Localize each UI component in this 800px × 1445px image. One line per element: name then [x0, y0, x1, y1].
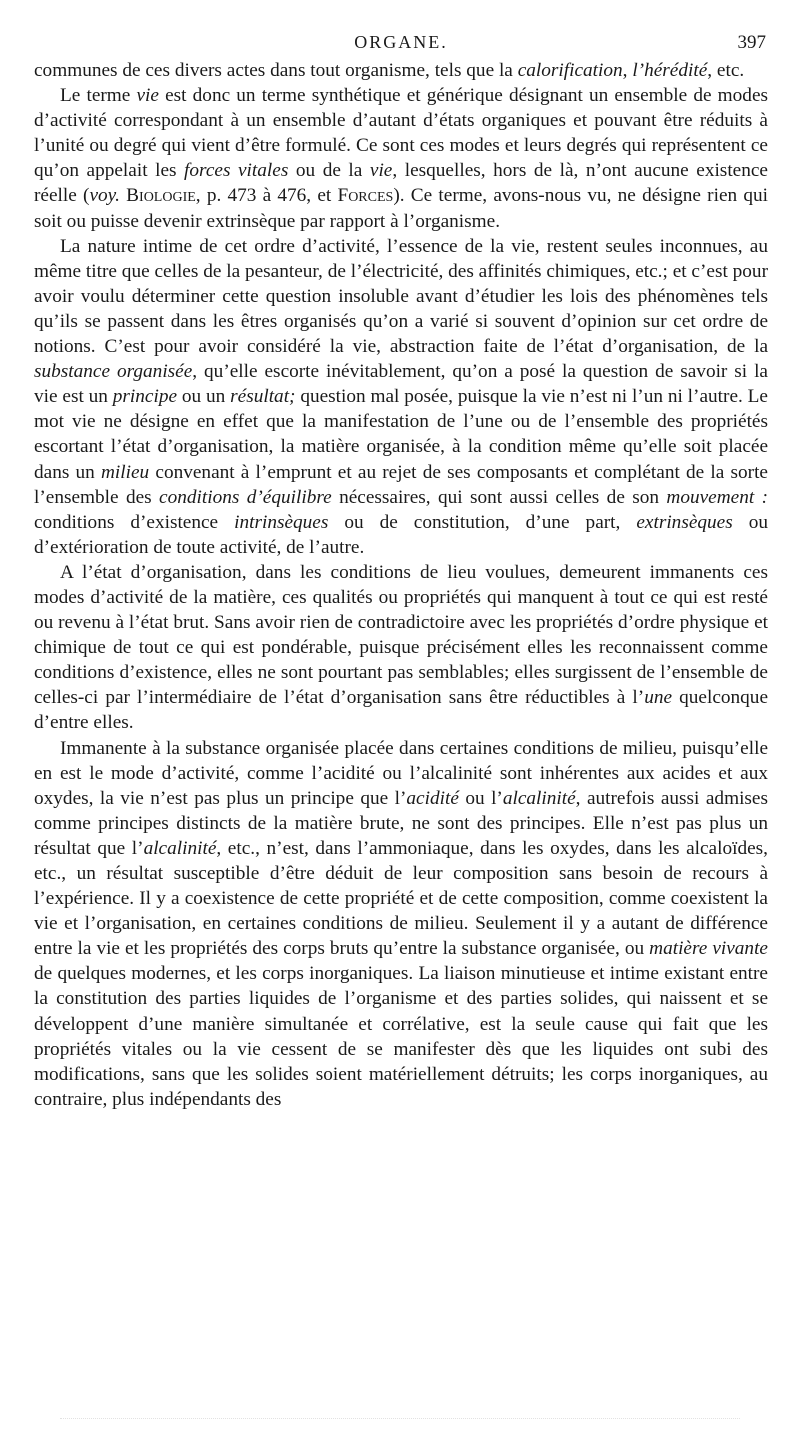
text-run: ou de la: [288, 160, 370, 182]
italic-text: voy.: [89, 185, 120, 207]
text-run: communes de ces divers actes dans tout organisme, tels que la: [34, 60, 518, 81]
text-run: quelconque d’entre elles.: [34, 687, 768, 734]
text-run: ou un: [177, 386, 231, 408]
italic-text: alcalinité: [502, 787, 576, 809]
italic-text: intrinsèques: [234, 511, 329, 533]
paragraph: [34, 58, 768, 83]
text-run: A l’état d’organisation, dans les conditions de lieu voulues, demeurent immanents ces modes d’activité de la matière, ces qualités ou propriétés qui manquent à tout ce qui est resté ou revenu à l’état brut. Sans avoir rien de contradictoire avec les propriétés d’ordre physique et chimique de tout ce qui est pondérable, puisque précisément elles les reconnaissent comme conditions d’existence, elles ne sont pourtant pas semblables; elles surgissent de l’ensemble de celles-ci par l’intermédiaire de l’état d’organisation sans être réductibles à l’: [34, 561, 768, 709]
text-run: de quelques modernes, et les corps inorganiques. La liaison minutieuse et intime existant entre la constitution des parties liquides de l’organisme et des parties solides, qui naissent et se développent d’une manière simultanée et corrélative, est la seule cause qui fait que les propriétés vitales ou la vie cessent de se manifester dès que les liquides ont subi des modifications, sans que les solides soient matériellement détruits; les corps inorganiques, au contraire, plus indépendants des: [34, 963, 768, 1110]
text-run: convenant à l’emprunt et au rejet de ses composants et complétant de la sorte l’ensemble des: [34, 461, 768, 508]
italic-text: vie: [369, 160, 393, 182]
italic-text: principe: [112, 386, 178, 408]
text-run: , autrefois aussi admises comme principes distincts de la matière brute, ne sont des principes. Elle n’est pas plus un résultat que l’: [34, 787, 768, 859]
text-run: , etc.: [707, 60, 745, 81]
body-text: [34, 58, 768, 1112]
text-run: nécessaires, qui sont aussi celles de son: [331, 486, 667, 508]
text-run: est donc un terme synthétique et générique désignant un ensemble de modes d’activité correspondant à un ensemble d’autant d’états organiques et pouvant être réduits à l’unité ou degré qui vient d’être formulé. Ce sont ces modes et leurs degrés qui représentent ce qu’on appelait les: [34, 85, 768, 182]
paragraph: [34, 736, 768, 1112]
text-run: ). Ce terme, avons-nous vu, ne désigne rien qui soit ou puisse devenir extrinsèque par rapport à l’organisme.: [34, 185, 768, 232]
page-number: 397: [737, 32, 766, 53]
text-run: ,: [622, 60, 633, 81]
text-run: ou l’: [458, 787, 503, 809]
text-run: ou d’extérioration de toute activité, de l’autre.: [34, 511, 769, 558]
italic-text: alcalinité: [143, 837, 217, 859]
paragraph: [34, 560, 768, 736]
text-run: , etc., n’est, dans l’ammoniaque, dans les oxydes, dans les alcaloïdes, etc., un résultat susceptible d’être déduit de leur composition sans besoin de recours à l’expérience. Il y a coexistence de cette propriété et de cette composition, comme coexistent la vie et l’organisation, en certaines conditions de milieu. Seulement il y a autant de différence entre la vie et les propriétés des corps bruts qu’entre la substance organisée, ou: [34, 837, 768, 960]
text-run: Le terme: [60, 85, 137, 107]
italic-text: conditions d’équilibre: [159, 486, 332, 508]
italic-text: vie: [136, 85, 159, 107]
paragraph: [34, 83, 768, 234]
text-run: ou de constitution, d’une part,: [328, 511, 637, 533]
book-page: [34, 28, 768, 1112]
text-run: Immanente à la substance organisée placée dans certaines conditions de milieu, puisqu’elle en est le mode d’activité, comme l’acidité ou l’alcalinité sont inhérentes aux acides et aux oxydes, la vie n’est pas plus un principe que l’: [34, 737, 768, 809]
small-caps-text: Forces: [337, 185, 394, 207]
text-run: conditions d’existence: [34, 511, 235, 533]
italic-text: mouvement :: [666, 486, 768, 508]
italic-text: forces vitales: [184, 160, 289, 182]
bottom-print-smudge: [60, 1418, 740, 1423]
running-header: [34, 28, 768, 58]
running-title: ORGANE.: [354, 32, 448, 52]
text-run: question mal posée, puisque la vie n’est ni l’un ni l’autre. Le mot vie ne désigne en effet que la manifestation de l’une ou de l’ensemble des propriétés escortant l’état d’organisation, la matière organisée, à la condition même qu’elle soit placée dans un: [34, 386, 768, 483]
small-caps-text: Biologie: [126, 185, 196, 207]
italic-text: milieu: [101, 461, 150, 483]
text-run: La nature intime de cet ordre d’activité, l’essence de la vie, restent seules inconnues, au même titre que celles de la pesanteur, de l’électricité, des affinités chimiques, etc.; et c’est pour avoir voulu déterminer cette question insoluble avant d’étudier les lois des phénomènes tels qu’ils se passent dans les êtres organisés qu’on a varié si souvent d’opinion sur cet ordre de notions. C’est pour avoir considéré la vie, abstraction faite de l’état d’organisation, de la: [34, 235, 768, 358]
italic-text: substance organisée: [34, 361, 193, 383]
paragraph: [34, 234, 768, 560]
text-run: , lesquelles, hors de là, n’ont aucune existence réelle (: [34, 160, 768, 207]
italic-text: matière vivante: [649, 938, 768, 960]
italic-text: acidité: [406, 787, 459, 809]
italic-text: résultat;: [230, 386, 296, 408]
italic-text: l’hérédité: [632, 60, 708, 81]
italic-text: calorification: [517, 60, 623, 81]
italic-text: une: [644, 687, 673, 709]
text-run: , qu’elle escorte inévitablement, qu’on a posé la question de savoir si la vie est un: [34, 361, 768, 408]
italic-text: extrinsèques: [636, 511, 733, 533]
text-run: , p. 473 à 476, et: [195, 185, 338, 207]
